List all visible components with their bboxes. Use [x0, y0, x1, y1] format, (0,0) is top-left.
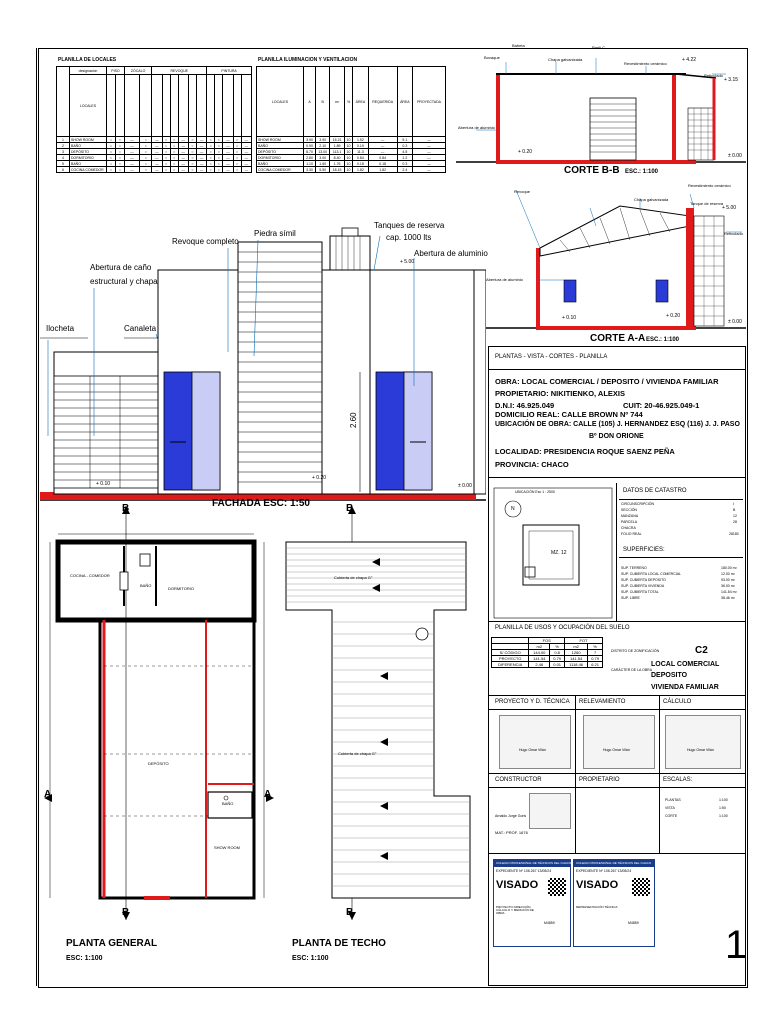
- fachada-level-1: + 0.10: [96, 481, 111, 487]
- corte-bb-label-chapa: Chapa galvanizada: [548, 57, 583, 62]
- signature-name-2: Hugo Omar Vilán: [603, 748, 630, 752]
- fachada-label-tanques: Tanques de reserva: [374, 221, 445, 230]
- room-dormitorio: DORMITORIO: [168, 586, 194, 591]
- corte-aa-label-abertura: Abertura de aluminio: [486, 277, 523, 282]
- fachada-height-dim: 2.60: [349, 412, 358, 428]
- room-bano-1: BAÑO: [140, 583, 152, 588]
- signature-stamp-3: [665, 715, 741, 769]
- section-relevamiento: RELEVAMIENTO: [579, 699, 626, 705]
- titleblock-header: PLANTAS - VISTA - CORTES - PLANILLA: [495, 354, 608, 360]
- caracter-3: VIVIENDA FAMILIAR: [651, 684, 719, 691]
- fachada-drawing: [40, 216, 486, 508]
- locales-table: designación PISO ZÓCALO REVOQUE PINTURA LOCALES 1 SHOW ROOM ○ ○ — ○ — ○ ○ — ○ — ○ ○ — ○ — 2 BAÑO ○ ○ — ○ — ○ ○ — ○ — ○ ○ — ○ — 3 DEPÓSITO ○ ○ — ○ — ○ ○ — ○ — ○ ○ — ○ — 4 DORMITORIO ○ ○ — ○ — ○ ○ — ○ — ○ ○ — ○ — 5 BAÑO ○ ○ — ○ — ○ ○ — ○ — ○ ○ — ○ — 6 COCINA COMEDOR ○ ○ — ○ — ○ ○ — ○ — ○ ○ — ○ —: [56, 66, 252, 173]
- corte-bb-level-3: + 0.20: [518, 149, 533, 155]
- signature-name-3: Hugo Omar Vilán: [687, 748, 714, 752]
- fachada-level-top: + 5.00: [400, 259, 415, 265]
- titleblock-cuit: CUIT: 20-46.925.049-1: [623, 401, 700, 410]
- planta-techo-drawing: [276, 503, 486, 920]
- titleblock-barrio: Bº DON ORIONE: [589, 433, 644, 440]
- caracter-2: DEPOSITO: [651, 672, 688, 679]
- corte-aa-label-revestimiento: Revestimiento cerámico: [688, 183, 731, 188]
- corte-bb-level-1: + 4.22: [682, 57, 697, 63]
- sheet-number: 1: [725, 923, 748, 967]
- cut-mark-b-bottom-right: B: [346, 907, 354, 918]
- distrito-label: DISTRITO DE ZONIFICACIÓN: [611, 649, 660, 653]
- fachada-label-piedra: Piedra símil: [254, 229, 296, 238]
- superficies-title: SUPERFICIES:: [623, 547, 665, 553]
- section-escalas: ESCALAS:: [663, 777, 693, 783]
- corte-bb-scale: ESC.: 1:100: [625, 169, 659, 175]
- iluminacion-table-title: PLANILLA ILUMINACION Y VENTILACION: [258, 57, 358, 63]
- locales-table-title: PLANILLA DE LOCALES: [58, 57, 117, 63]
- titleblock-dni: D.N.I: 46.925.049: [495, 401, 555, 410]
- catastro-title: DATOS DE CATASTRO: [623, 488, 687, 494]
- corte-bb-label-reticulado: Reticulado: [704, 73, 723, 78]
- signature-stamp-1: [499, 715, 571, 769]
- corte-aa-level-1: + 5.00: [722, 205, 737, 211]
- fachada-label-claraboya: Ilocheta: [46, 324, 75, 333]
- corte-aa-level-4: ± 0.00: [728, 319, 742, 325]
- room-show-room: SHOW ROOM: [214, 845, 240, 850]
- visado-stamp-2: COLEGIO PROFESIONAL DE TÉCNICOS DEL CHACO EXPEDIENTE Nº 106.267 13/08/24 VISADO REPRESENTACIÓN TÉCNICA M4859: [573, 859, 655, 947]
- corte-bb-label-bovaque: Bovaque: [484, 55, 500, 60]
- room-cocina-comedor: COCINA - COMEDOR: [70, 573, 110, 578]
- titleblock-ubicacion: UBICACIÓN DE OBRA: CALLE (105) J. HERNANDEZ ESQ (116) J. J. PASO: [495, 421, 740, 428]
- constructor-name: Arnaldo Jorge Goris: [495, 814, 527, 818]
- cut-mark-a-right: A: [264, 789, 272, 800]
- titleblock-provincia: PROVINCIA: CHACO: [495, 460, 569, 469]
- fachada-label-tanques-cap: cap. 1000 lts: [386, 233, 432, 242]
- planta-techo-scale: ESC: 1:100: [292, 955, 329, 962]
- qr-code-icon: [548, 878, 566, 896]
- constructor-stamp: [529, 793, 571, 829]
- caracter-1: LOCAL COMERCIAL: [651, 661, 720, 668]
- planta-techo-title: PLANTA DE TECHO: [292, 938, 386, 949]
- titleblock-localidad: LOCALIDAD: PRESIDENCIA ROQUE SAENZ PEÑA: [495, 447, 675, 456]
- fachada-level-3: ± 0.00: [458, 483, 472, 489]
- visado-stamp-1: COLEGIO PROFESIONAL DE TÉCNICOS DEL CHACO EXPEDIENTE Nº 106.267 13/08/24 VISADO PROYECTO DIRECCIÓN, CÁLCULO Y MEDICIÓN DE OBRA M4859: [493, 859, 571, 947]
- room-bano-2: BAÑO: [222, 801, 234, 806]
- cut-mark-a-left: A: [44, 789, 52, 800]
- caracter-label: CARÁCTER DE LA OBRA: [611, 668, 653, 672]
- signature-name-1: Hugo Omar Vilán: [519, 748, 546, 752]
- distrito-value: C2: [695, 645, 708, 656]
- corte-bb-level-2: + 3.15: [724, 77, 739, 83]
- qr-code-icon: [632, 878, 650, 896]
- titleblock-domicilio: DOMICILIO REAL: CALLE BROWN Nº 744: [495, 410, 643, 419]
- section-constructor: CONSTRUCTOR: [495, 777, 542, 783]
- section-calculo: CÁLCULO: [663, 699, 692, 705]
- usos-table: FOS FOT m2 % m2 % S/ CÓDIGO 144.00 0.8 1260 7 PROYECTO 141.54 0.79 141.54 0.79 DIFERENCIA 2.46 0.01 1118.46 6.21: [491, 637, 603, 668]
- cut-mark-b-top-left: B: [122, 503, 130, 514]
- corte-aa-label-tanque: Tanque de reserva: [690, 201, 724, 206]
- signature-stamp-2: [583, 715, 655, 769]
- planta-general-scale: ESC: 1:100: [66, 955, 103, 962]
- fachada-label-revoque: Revoque completo: [172, 237, 239, 246]
- corte-bb-label-revestimiento: Revestimiento cerámico: [624, 61, 667, 66]
- corte-aa-scale: ESC.: 1:100: [646, 337, 680, 343]
- title-block: PLANTAS - VISTA - CORTES - PLANILLA OBRA: LOCAL COMERCIAL / DEPOSITO / VIVIENDA FAMILIAR PROPIETARIO: NIKITIENKO, ALEXIS D.N.I: 46.925.049 CUIT: 20-46.925.049-1 DOMICILIO REAL: CALLE BROWN Nº 744 UBICACIÓN DE OBRA: CALLE (105) J. HERNANDEZ ESQ (116) J. J. PASO Bº DON ORIONE LOCALIDAD: PRESIDENCIA ROQUE SAENZ PEÑA PROVINCIA: CHACO UBICACIÓN Esc 1 : 2500 MZ. 12 N DATOS DE CATASTRO CIRCUNSCRIPCIÓN I SECCIÓN B MANZANA 12 PARCELA 28 CHACRA FOLIO REAL 28180 SUPERFICIES: SUP. TERRENO 180.00 m² SUP. CUBIERTA LOCAL COMERCIAL 12.00 m² SUP. CUBIERTA DEPOSITO 93.00 m² SUP. CUBIERTA VIVIENDA 36.00 m² SUP. CUBIERTA TOTAL 141.54 m² SUP. LIBRE 38.46 m² PLANILLA DE USOS Y OCUPACIÓN DEL SUELO FOS FOT m2 % m2 % S/ CÓDIGO 144.00 0.8 1260 7 PROYECTO 141.54 0.79 141.54 0.79 DIFERENCIA 2.46 0.01 1118.46 6.21 DISTRITO DE ZONIFICACIÓN C2 CARÁCTER DE LA OBRA LOCAL COMERCIAL DEPOSITO VIVIENDA FAMILIAR PROYECTO Y D. TÉCNICA RELEVAMIENTO CÁLCULO Hugo Omar Vilán Hugo Omar Vilán Hugo Omar Vilán CONSTRUCTOR PROPIETARIO ESCALAS: Arnaldo Jorge Goris MAT.: PROF. 1676 PLANTAS 1:100 VISTA 1:50 CORTE 1:100 COLEGIO PROFESIONAL DE TÉCNICOS DEL CHACO EXPEDIENTE Nº 106.267 13/08/24 VISADO PROYECTO DIRECCIÓN, CÁLCULO Y MEDICIÓN DE OBRA M4859 COLEGIO PROFESIONAL DE TÉCNICOS DEL CHACO EXPEDIENTE Nº 106.267 13/08/24 VISADO REPRESENTACIÓN TÉCNICA M4859 1: [488, 346, 746, 986]
- corte-bb-title: CORTE B-B: [564, 165, 620, 176]
- titleblock-obra: OBRA: LOCAL COMERCIAL / DEPOSITO / VIVIENDA FAMILIAR: [495, 377, 719, 386]
- room-deposito: DEPÓSITO: [148, 761, 169, 766]
- corte-bb-level-4: ± 0.00: [728, 153, 742, 159]
- corte-aa-label-reticulado: Reticulado: [724, 231, 743, 236]
- cut-mark-b-bottom-left: B: [122, 907, 130, 918]
- corte-aa-level-2: + 0.10: [562, 315, 577, 321]
- corte-bb-label-parili: Parilí C: [592, 45, 606, 50]
- map-north: N: [511, 506, 515, 512]
- map-block: MZ. 12: [551, 550, 567, 556]
- techo-label-2: Cubierta de chapa G°: [338, 751, 377, 756]
- section-propietario: PROPIETARIO: [579, 777, 620, 783]
- fachada-label-abertura-cano: Abertura de caño: [90, 263, 152, 272]
- cut-mark-b-top-right: B: [346, 503, 354, 514]
- fachada-label-abertura-aluminio: Abertura de aluminio: [414, 249, 488, 258]
- corte-bb-label-abertura: Abertura de aluminio: [458, 125, 495, 130]
- fachada-label-estructural: estructural y chapa: [90, 277, 158, 286]
- corte-aa-level-3: + 0.20: [666, 313, 681, 319]
- corte-bb-label-babeta: Babeta: [512, 43, 525, 48]
- corte-bb-drawing: [456, 44, 746, 184]
- section-proyecto: PROYECTO Y D. TÉCNICA: [495, 699, 570, 705]
- fachada-title: FACHADA ESC: 1:50: [212, 498, 310, 509]
- planta-general-drawing: [44, 503, 274, 920]
- corte-aa-label-revoque: Revoque: [514, 189, 531, 194]
- titleblock-propietario: PROPIETARIO: NIKITIENKO, ALEXIS: [495, 389, 626, 398]
- techo-label-1: Cubierta de chapa G°: [334, 575, 373, 580]
- usos-title: PLANILLA DE USOS Y OCUPACIÓN DEL SUELO: [495, 625, 630, 631]
- fachada-label-canaleta: Canaleta: [124, 324, 157, 333]
- corte-aa-label-chapa: Chapa galvanizada: [634, 197, 669, 202]
- fachada-level-2: + 0.20: [312, 475, 327, 481]
- iluminacion-table: LOCALES A B m² % ÁREA REQUERIDA ÁREA PROYECTADA SHOW ROOM 3.90 3.90 15.21 10 1.52 — 5.1 — BAÑO 0.90 2.10 1.89 10 0.19 — 0.3 — DEPÓSITO 8.70 13.00 113.1 10 11.3 — 4.5 — DORMITORIO 2.80 3.00 8.40 10 0.84 0.84 1.2 — BAÑO 1.10 1.60 1.76 10 0.18 0.18 0.3 — COCINA COMEDOR 3.30 5.50 18.15 10 1.82 1.82 2.4 —: [256, 66, 446, 173]
- planta-general-title: PLANTA GENERAL: [66, 938, 158, 949]
- constructor-mat: MAT.: PROF. 1676: [495, 830, 528, 835]
- map-title: UBICACIÓN Esc 1 : 2500: [515, 490, 555, 494]
- corte-aa-title: CORTE A-A: [590, 333, 646, 344]
